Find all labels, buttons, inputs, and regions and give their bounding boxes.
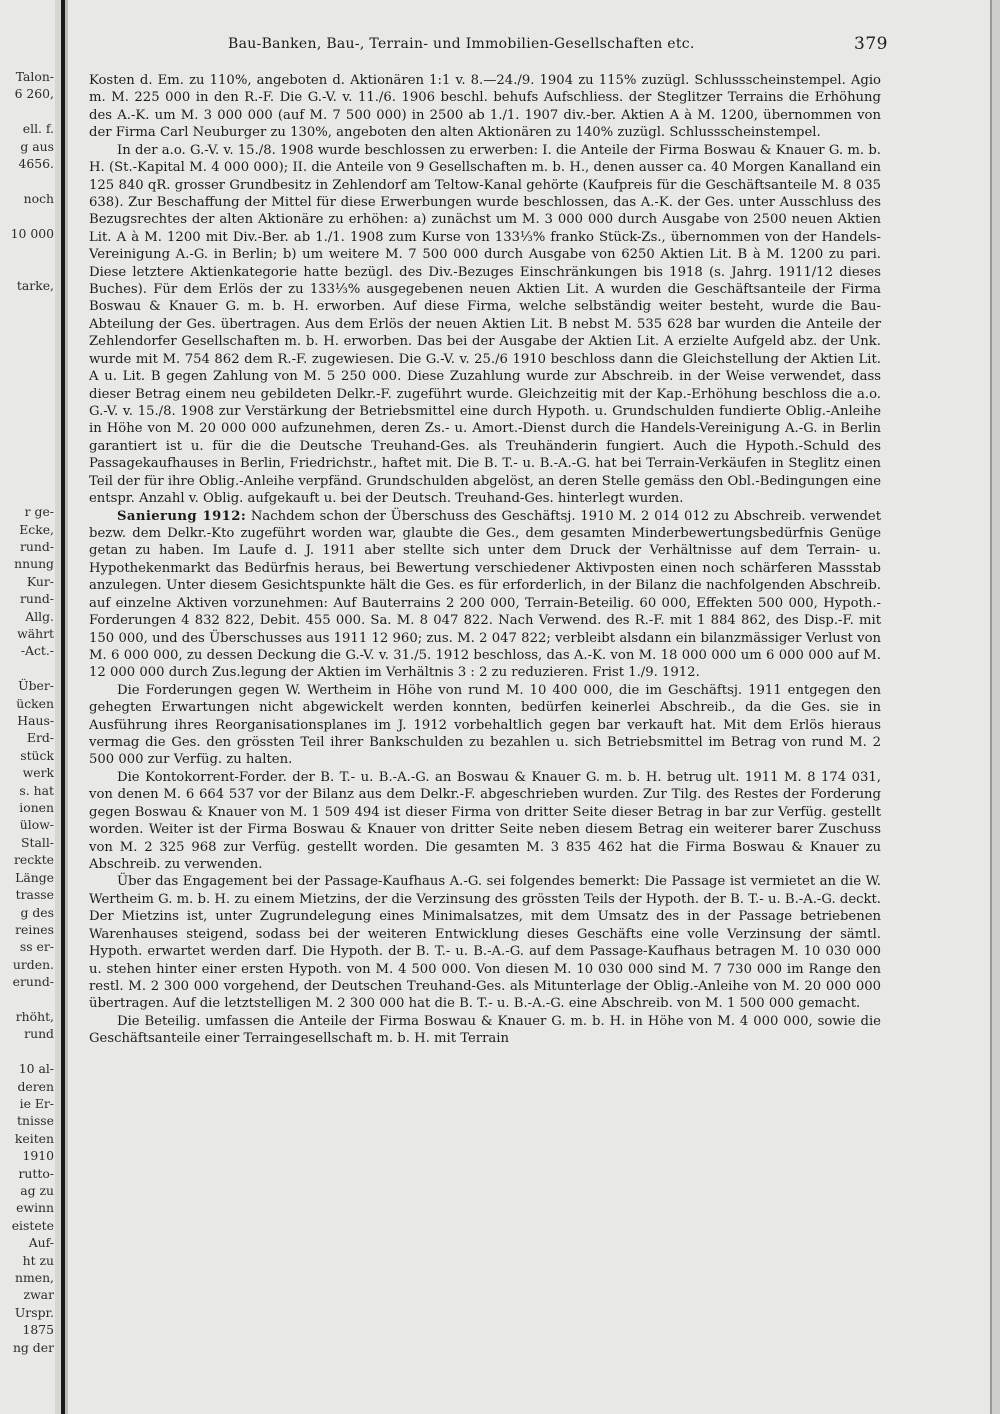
margin-fragment: rund- <box>19 591 54 607</box>
book-gutter-edge <box>65 0 68 1414</box>
margin-fragment: reckte <box>13 852 54 868</box>
margin-fragment <box>0 329 54 346</box>
margin-fragment <box>0 660 54 677</box>
paragraph <box>89 508 881 682</box>
margin-fragment: eistete <box>11 1217 54 1233</box>
paragraph <box>89 873 881 1012</box>
margin-fragment <box>0 103 54 120</box>
margin-fragment: nnung <box>14 556 54 572</box>
margin-fragment <box>0 381 54 398</box>
paragraph-text: Kosten d. Em. zu 110%, angeboten d. Aktionären 1:1 v. 8.—24./9. 1904 zu 115% zuzügl. Schlussscheinstempel. Agio m. M. 225 000 in den R.-F. Die G.-V. v. 11./6. 1906 beschl. behufs Aufschliess. der Steglitzer Terrains die Erhöhung des A.-K. um M. 3 000 000 (auf M. 7 500 000) in 2500 ab 1./1. 1907 div.-ber. Aktien A à M. 1200, übernommen von der Firma Carl Neuburger zu 130%, angeboten den alten Aktionären zu 140% zuzügl. Schlussscheinstempel. <box>89 73 881 141</box>
margin-fragment: rutto- <box>18 1165 54 1181</box>
running-title: Bau-Banken, Bau-, Terrain- und Immobilien-Gesellschaften etc. <box>228 36 695 52</box>
margin-fragment: ie Er- <box>19 1095 54 1111</box>
margin-fragment <box>0 312 54 329</box>
margin-fragment <box>0 1043 54 1060</box>
margin-fragment: ng der <box>12 1339 54 1355</box>
page-number: 379 <box>854 34 888 54</box>
paragraph-text: Über das Engagement bei der Passage-Kaufhaus A.-G. sei folgendes bemerkt: Die Passage ist vermietet an die W. Wertheim G. m. b. H. zu einem Mietzins, der die Verzinsung des grössten Teils der Hypoth. der B. T.- u. B.-A.-G. deckt. Der Mietzins ist, unter Zugrundelegung eines Minimalsatzes, mit dem Umsatz des in der Passage betriebenen Warenhauses steigend, sodass bei der weiteren Entwicklung dieses Geschäfts eine volle Verzinsung der sämtl. Hypoth. erwartet werden darf. Die Hypoth. der B. T.- u. B.-A.-G. auf dem Passage-Kaufhaus betragen M. 10 030 000 u. stehen hinter einer ersten Hypoth. von M. 4 500 000. Von diesen M. 10 030 000 sind M. 7 730 000 im Range den restl. M. 2 300 000 vorgehend, der Deutschen Treuhand-Ges. als Mitunterlage der Oblig.-Anleihe von M. 20 000 000 übertragen. Auf die letztstelligen M. 2 300 000 hat die B. T.- u. B.-A.-G. eine Abschreib. von M. 1 500 000 gemacht. <box>89 874 881 1012</box>
margin-fragment: erund- <box>12 974 54 990</box>
margin-fragment: deren <box>17 1078 54 1094</box>
margin-fragment: Ecke, <box>19 521 54 537</box>
margin-fragment: werk <box>22 765 54 781</box>
margin-fragment: g aus <box>20 138 54 154</box>
margin-fragment: Stall- <box>21 834 54 850</box>
paragraph <box>89 1013 881 1048</box>
margin-fragment: ss er- <box>19 939 54 955</box>
margin-fragment: s. hat <box>19 782 54 798</box>
margin-fragment: ülow- <box>19 817 54 833</box>
margin-fragment: ionen <box>19 800 54 816</box>
margin-fragment: urden. <box>12 956 54 972</box>
margin-fragment: ag zu <box>20 1183 54 1198</box>
paragraph-text: In der a.o. G.-V. v. 15./8. 1908 wurde beschlossen zu erwerben: I. die Anteile der Firma Boswau & Knauer G. m. b. H. (St.-Kapital M. 4 000 000); II. die Anteile von 9 Gesellschaften m. b. H., denen ausser ca. 40 Morgen Kanalland ein 125 840 qR. grosser Grundbesitz in Zehlendorf am Teltow-Kanal gehörte (Kaufpreis für die Geschäftsanteile M. 8 035 638). Zur Beschaffung der Mittel für diese Erwerbungen wurde beschlossen, das A.-K. der Ges. unter Ausschluss des Bezugsrechtes der alten Aktionäre zu erhöhen: a) zunächst um M. 3 000 000 durch Ausgabe von 2500 neuen Aktien Lit. A à M. 1200 mit Div.-Ber. ab 1./1. 1908 zum Kurse von 133⅓% franko Stück-Zs., übernommen von der Handels-Vereinigung A.-G. in Berlin; b) um weitere M. 7 500 000 durch Ausgabe von 6250 Aktien Lit. B à M. 1200 zu pari. Diese letztere Aktienkategorie hatte bezügl. des Div.-Bezuges Einschränkungen bis 1918 (s. Jahrg. 1911/12 dieses Buches). Für dem Erlös der zu 133⅓% ausgegebenen neuen Aktien Lit. A wurden die Geschäftsanteile der Firma Boswau & Knauer G. m. b. H. erworben. Auf diese Firma, welche selbständig weiter besteht, wurde die Bau-Abteilung der Ges. übertragen. Aus dem Erlös der neuen Aktien Lit. B nebst M. 535 628 bar wurden die Anteile der Zehlendorfer Gesellschaften m. b. H. erworben. Das bei der Ausgabe der Aktien Lit. A erzielte Aufgeld abz. der Unk. wurde mit M. 754 862 dem R.-F. zugewiesen. Die G.-V. v. 25./6 1910 beschloss dann die Gleichstellung der Aktien Lit. A u. Lit. B gegen Zahlung von M. 5 250 000. Diese Zuzahlung wurde zur Abschreib. in der Weise verwendet, dass dieser Betrag einem neu gebildeten Delkr.-F. zugeführt wurde. Gleichzeitig mit der Kap.-Erhöhung beschloss die a.o. G.-V. v. 15./8. 1908 zur Verstärkung der Betriebsmittel eine durch Hypoth. u. Grundschulden fundierte Oblig.-Anleihe in Höhe von M. 20 000 000 aufzunehmen, deren Zs.- u. Amort.-Dienst durch die Handels-Vereinigung A.-G. in Berlin garantiert ist u. für die die Deutsche Treuhand-Ges. als Treuhänderin fungiert. Auch die Hypoth.-Schuld des Passagekaufhauses in Berlin, Friedrichstr., haftet mit. Die B. T.- u. B.-A.-G. hat bei Terrain-Verkäufen in Steglitz einen Teil der für ihre Oblig.-Anleihe verpfänd. Grundschulden abgelöst, an deren Stelle gemäss den Obl.-Bedingungen eine entspr. Anzahl v. Oblig. aufgekauft u. bei der Deutsch. Treuhand-Ges. hinterlegt wurden. <box>89 142 882 507</box>
margin-fragment: 10 al- <box>18 1061 54 1077</box>
margin-fragment: 1910 <box>22 1148 54 1164</box>
margin-fragment <box>0 172 54 189</box>
margin-fragment: Über- <box>18 678 54 694</box>
margin-fragment: rund- <box>19 538 54 554</box>
margin-fragment: noch <box>23 190 54 206</box>
paragraph-text: Die Forderungen gegen W. Wertheim in Höhe von rund M. 10 400 000, die im Geschäftsj. 1911 entgegen den gehegten Erwartungen nicht abgewickelt werden konnten, bedürfen keinerlei Abschreib., da die Ges. sie in Ausführung ihres Reorganisationsplanes im J. 1912 vorbehaltlich gegen bar verkauft hat. Mit dem Erlös hieraus vermag die Ges. den grössten Teil ihrer Bankschulden zu bezahlen u. sich Betriebsmittel im Betrag von rund M. 2 500 000 zur Verfüg. zu halten. <box>89 682 881 768</box>
margin-fragment: 10 000 <box>10 225 54 241</box>
margin-fragment <box>0 364 54 381</box>
margin-fragment <box>0 207 54 224</box>
paragraph <box>89 769 881 874</box>
margin-fragment: Talon- <box>15 69 54 84</box>
section-label: Sanierung 1912: <box>117 508 247 524</box>
margin-fragment: rhöht, <box>15 1008 54 1024</box>
margin-fragment: ht zu <box>22 1252 54 1268</box>
margin-fragment <box>0 399 54 416</box>
margin-fragment: 1875 <box>22 1322 54 1338</box>
margin-fragment <box>0 434 54 451</box>
margin-fragment: reines <box>15 921 54 937</box>
margin-fragment: 6 260, <box>14 86 54 102</box>
margin-fragment: Länge <box>15 869 54 885</box>
paragraph-text: Die Kontokorrent-Forder. der B. T.- u. B.-A.-G. an Boswau & Knauer G. m. b. H. betrug ult. 1911 M. 8 174 031, von denen M. 6 664 537 vor der Bilanz aus dem Delkr.-F. abgeschrieben wurden. Zur Tilg. des Restes der Forderung gegen Boswau & Knauer von M. 1 509 494 ist dieser Firma von dritter Seite dieser Betrag in bar zur Verfüg. gestellt worden. Weiter ist der Firma Boswau & Knauer von dritter Seite neben diesem Betrag ein weiterer barer Zuschuss von M. 2 325 968 zur Verfüg. gestellt worden. Die gesamten M. 3 835 462 hat die Firma Boswau & Knauer zu Abschreib. zu verwenden. <box>89 769 881 872</box>
margin-fragment <box>0 259 54 276</box>
margin-fragment: rund <box>24 1026 54 1042</box>
margin-fragment: -Act.- <box>20 643 54 659</box>
margin-fragment: Allg. <box>25 608 54 624</box>
margin-fragment: ücken <box>16 695 54 711</box>
margin-fragment: trasse <box>15 887 54 903</box>
margin-fragment: währt <box>17 626 54 641</box>
margin-fragment: tnisse <box>17 1113 54 1129</box>
paragraph <box>89 72 881 142</box>
margin-fragment: stück <box>20 747 54 763</box>
paragraph-text: Nachdem schon der Überschuss des Geschäftsj. 1910 M. 2 014 012 zu Abschreib. verwendet bezw. dem Delkr.-Kto zugeführt worden war, glaubte die Ges., dem gesamten Minderbewertungsbedürfnis Genüge getan zu haben. Im Laufe d. J. 1911 aber stellte sich unter dem Druck der Verhältnisse auf dem Terrain- u. Hypothekenmarkt das Bedürfnis heraus, bei Bewertung verschiedener Aktivposten einen noch schärferen Massstab anzulegen. Unter diesem Gesichtspunkte hält die Ges. es für erforderlich, in der Bilanz die nachfolgenden Abschreib. auf einzelne Aktiven vorzunehmen: Auf Bauterrains 2 200 000, Terrain-Beteilig. 60 000, Effekten 500 000, Hypoth.-Forderungen 4 832 822, Debit. 455 000. Sa. M. 8 047 822. Nach Verwend. des R.-F. mit 1 884 862, des Disp.-F. mit 150 000, und des Überschusses aus 1911 12 960; zus. M. 2 047 822; verbleibt alsdann ein bilanzmässiger Verlust von M. 6 000 000, zu dessen Deckung die G.-V. v. 31./5. 1912 beschloss, das A.-K. von M. 18 000 000 um 6 000 000 auf M. 12 000 000 durch Zus.legung der Aktien im Verhältnis 3 : 2 zu reduzieren. Frist 1./9. 1912. <box>89 508 882 681</box>
margin-fragment: Haus- <box>17 713 54 729</box>
margin-fragment <box>0 991 54 1008</box>
margin-fragment: tarke, <box>16 277 54 293</box>
margin-fragment: r ge- <box>24 504 54 520</box>
margin-fragment <box>0 451 54 468</box>
margin-fragment: 4656. <box>18 156 54 172</box>
margin-fragment: zwar <box>23 1287 54 1303</box>
margin-fragment <box>0 294 54 311</box>
margin-fragment <box>0 486 54 503</box>
margin-fragment: keiten <box>14 1130 54 1146</box>
margin-fragment: ewinn <box>16 1200 54 1216</box>
margin-fragment <box>0 468 54 485</box>
margin-fragment: Erd- <box>26 730 54 746</box>
paragraph <box>89 142 881 508</box>
article-body <box>89 72 881 1048</box>
margin-fragment <box>0 242 54 259</box>
margin-fragment: nmen, <box>15 1270 54 1286</box>
margin-fragment: Urspr. <box>14 1304 54 1320</box>
margin-fragment: Auf- <box>28 1235 54 1251</box>
margin-fragment: g des <box>20 904 54 920</box>
margin-fragment <box>0 347 54 364</box>
paragraph-text: Die Beteilig. umfassen die Anteile der Firma Boswau & Knauer G. m. b. H. in Höhe von M. 4 000 000, sowie die Geschäftsanteile einer Terraingesellschaft m. b. H. mit Terrain <box>89 1013 881 1047</box>
margin-fragment: ell. f. <box>22 121 54 137</box>
page-edge <box>992 0 1000 1414</box>
facing-page-margin <box>0 68 54 1368</box>
page-header <box>88 34 888 58</box>
margin-fragment: Kur- <box>26 573 54 589</box>
margin-fragment <box>0 416 54 433</box>
paragraph <box>89 682 881 769</box>
